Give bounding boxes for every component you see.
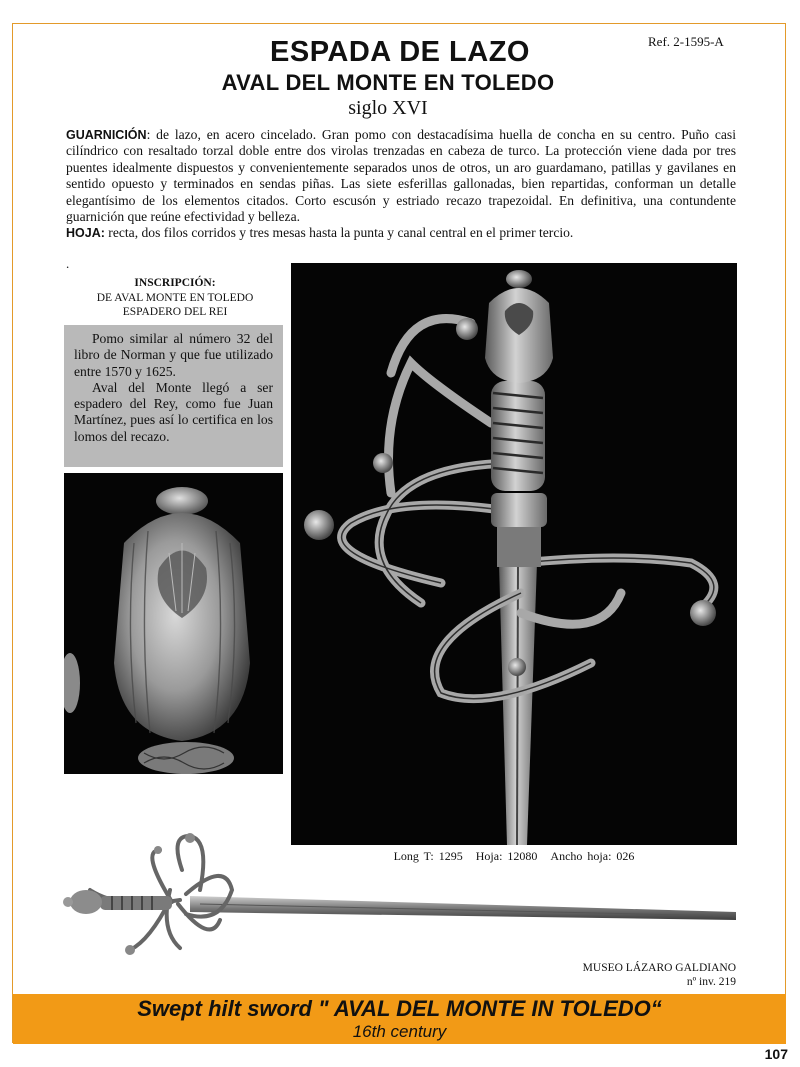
hilt-photo (291, 263, 737, 845)
blade-length: Hoja: 12080 (475, 849, 538, 863)
pommel-illustration (64, 473, 283, 774)
blade-width: Ancho hoja: 026 (550, 849, 635, 863)
inscription-line-2: ESPADERO DEL REI (122, 306, 228, 318)
banner-subtitle: 16th century (352, 1022, 447, 1041)
banner-title: Swept hilt sword " AVAL DEL MONTE IN TOLEDO“ (137, 996, 662, 1021)
full-sword-photo (60, 830, 740, 960)
hoja-text: recta, dos filos corridos y tres mesas hasta la punta y canal central en el primer tercio. (104, 225, 574, 241)
notes-paragraph-1: Pomo similar al número 32 del libro de Norman y que fue utilizado entre 1570 y 1625. (74, 331, 273, 379)
notes-box (64, 325, 283, 467)
total-length: Long T: 1295 (393, 849, 463, 863)
guarnicion-text: : de lazo, en acero cincelado. Gran pomo con destacadísima huella de concha en su centro. Puño casi cilíndrico con resaltado torzal doble entre dos virolas trenzadas en cabeza de turco. La protección viene dada por tres puentes idealmente dispuestos y convenientemente separados unos de otros, un aro guardamano, patillas y gavilanes en sentido opuesto y terminados en sendas piñas. Las siete esferillas gallonadas, bien repartidas, conforman un detalle elegantísimo de los elementos citados. Corto escusón y estriado recazo trapezoidal. En definitiva, una contundente guarnición que reúne efectividad y belleza. (66, 127, 736, 225)
page-subtitle: AVAL DEL MONTE EN TOLEDO (221, 70, 555, 95)
guarnicion-paragraph (66, 127, 736, 225)
pommel-detail-photo (64, 473, 283, 774)
stray-dot: . (66, 256, 70, 271)
inscription-line-1: DE AVAL MONTE EN TOLEDO (96, 291, 254, 304)
inscription-heading: INSCRIPCIÓN: (134, 277, 216, 289)
page-title: ESPADA DE LAZO (270, 36, 530, 68)
description-text (66, 127, 736, 242)
museum-credit (540, 962, 736, 989)
page-number: 107 (764, 1046, 788, 1062)
inscription-block (70, 276, 280, 320)
full-sword-illustration (60, 830, 740, 960)
century-label: siglo XVI (348, 97, 428, 119)
hilt-illustration (291, 263, 737, 845)
english-title-banner (13, 994, 786, 1044)
reference-number: Ref. 2-1595-A (648, 34, 724, 49)
inventory-number: nº inv. 219 (686, 975, 736, 988)
notes-paragraph-2: Aval del Monte llegó a ser espadero del Rey, como fue Juan Martínez, pues así lo certifica en los lomos del recazo. (74, 379, 273, 444)
museum-name: MUSEO LÁZARO GALDIANO (582, 962, 736, 974)
hoja-label: HOJA: (66, 226, 105, 241)
guarnicion-label: GUARNICIÓN (66, 128, 147, 142)
hoja-paragraph (66, 225, 736, 241)
